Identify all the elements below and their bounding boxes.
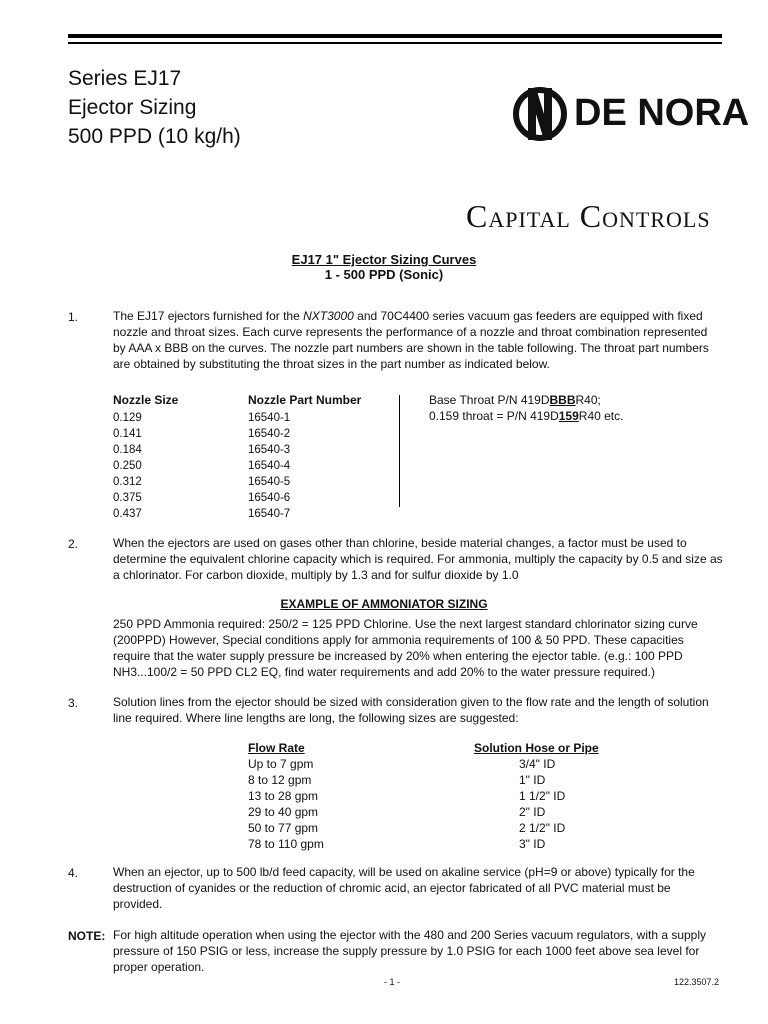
table-cell: 3" ID (519, 837, 546, 851)
example-heading (0, 597, 768, 611)
flow-rate-column (248, 740, 324, 852)
solution-hose-column (474, 740, 599, 852)
table-cell: 16540-2 (248, 428, 291, 440)
nozzle-part-header: Nozzle Part Number (248, 393, 362, 407)
throat-placeholder: BBB (549, 393, 576, 407)
table-cell: Up to 7 gpm (248, 757, 314, 771)
item-1-text-a: The EJ17 ejectors furnished for the (113, 309, 304, 323)
table-cell: 78 to 110 gpm (248, 837, 324, 851)
capital-controls-wordmark: Capital Controls (466, 198, 711, 234)
nozzle-size-column (113, 392, 178, 522)
brand-name: DE NORA (574, 92, 750, 134)
throat-text: R40 etc. (578, 409, 624, 423)
table-cell: 1 1/2" ID (519, 789, 566, 803)
title-line-capacity: 500 PPD (10 kg/h) (68, 125, 241, 148)
table-cell: 3/4" ID (519, 757, 556, 771)
title-line-series: Series EJ17 (68, 67, 182, 90)
throat-note (429, 392, 623, 424)
table-cell: 16540-3 (248, 444, 291, 456)
throat-note-line-1 (429, 392, 623, 408)
item-2-text: When the ejectors are used on gases other than chlorine, beside material changes, a factor must be used to determine the equivalent chlorine capacity which is required. For ammonia, multiply the capacity by 0.5 and size as a chlorinator. For carbon dioxide, multiply by 1.3 and for sulfur dioxide by 1.0 (113, 536, 723, 582)
de-nora-logo-icon (510, 84, 570, 144)
table-cell: 2" ID (519, 805, 546, 819)
document-number: 122.3507.2 (674, 977, 720, 987)
table-cell: 0.129 (113, 412, 142, 424)
table-cell: 0.250 (113, 460, 142, 472)
item-3-text: Solution lines from the ejector should be sized with consideration given to the flow rate and the length of solution line required. Where line lengths are long, the following sizes are suggested: (113, 695, 709, 725)
table-cell: 8 to 12 gpm (248, 773, 312, 787)
table-cell: 13 to 28 gpm (248, 789, 319, 803)
flow-rate-header: Flow Rate (248, 741, 305, 755)
table-cell: 16540-4 (248, 460, 291, 472)
throat-text: Base Throat P/N 419D (429, 393, 550, 407)
table-cell: 16540-1 (248, 412, 291, 424)
top-rule-thin (68, 42, 722, 44)
throat-note-line-2 (429, 408, 623, 424)
table-cell: 0.141 (113, 428, 142, 440)
table-cell: 29 to 40 gpm (248, 805, 319, 819)
table-divider (399, 395, 400, 507)
throat-example: 159 (558, 409, 579, 423)
section-heading (0, 252, 768, 282)
solution-hose-header: Solution Hose or Pipe (474, 741, 599, 755)
title-line-ejector-sizing: Ejector Sizing (68, 96, 197, 119)
table-cell: 16540-6 (248, 492, 291, 504)
throat-text: 0.159 throat = P/N 419D (429, 409, 559, 423)
item-1-text-b: and 70C4400 series vacuum gas feeders are equipped with fixed nozzle and throat sizes. Each curve represents the performance of a nozzle and throat combination represented by AAA x BBB on the curves. The nozzle part numbers are shown in the table following. The throat part numbers are obtained by substituting the throat sizes in the part number as indicated below. (113, 309, 709, 371)
item-1-text (113, 308, 723, 372)
item-4-text: When an ejector, up to 500 lb/d feed capacity, will be used on akaline service (pH=9 or above) typically for the destruction of cyanides or the reduction of chromic acid, an ejector fabricated of all PVC material must be provided. (113, 865, 695, 911)
item-4-number: 4. (68, 866, 79, 880)
item-1-product-name: NXT3000 (303, 309, 354, 323)
example-text: 250 PPD Ammonia required: 250/2 = 125 PPD Chlorine. Use the next largest standard chlorinator sizing curve (200PPD) However, Special conditions apply for ammonia requirements of 100 & 50 PPD. These capacities require that the water supply pressure be increased by 20% when entering the ejector table. (e.g.: 100 PPD NH3...100/2 = 50 PPD CL2 EQ, find water requirements and add 20% to the water pressure required.) (113, 617, 698, 679)
heading-line-1: EJ17 1" Ejector Sizing Curves (291, 252, 477, 267)
page-number: - 1 - (384, 977, 401, 987)
table-cell: 16540-7 (248, 508, 291, 520)
item-1-number: 1. (68, 310, 79, 324)
table-cell: 0.437 (113, 508, 142, 520)
table-cell: 1" ID (519, 773, 546, 787)
item-2-number: 2. (68, 537, 79, 551)
example-heading-text: EXAMPLE OF AMMONIATOR SIZING (280, 597, 488, 611)
item-3-number: 3. (68, 696, 79, 710)
nozzle-size-header: Nozzle Size (113, 393, 179, 407)
document-title (68, 64, 241, 151)
table-cell: 0.312 (113, 476, 142, 488)
throat-text: R40; (575, 393, 601, 407)
nozzle-part-column (248, 392, 361, 522)
table-cell: 50 to 77 gpm (248, 821, 319, 835)
note-label: NOTE: (68, 929, 106, 943)
table-cell: 2 1/2" ID (519, 821, 566, 835)
top-rule-thick (68, 34, 722, 38)
table-cell: 16540-5 (248, 476, 291, 488)
heading-line-2: 1 - 500 PPD (Sonic) (324, 267, 444, 282)
table-cell: 0.184 (113, 444, 142, 456)
table-cell: 0.375 (113, 492, 142, 504)
note-text: For high altitude operation when using the ejector with the 480 and 200 Series vacuum regulators, with a supply pressure of 150 PSIG or less, increase the supply pressure by 1.0 PSIG for each 1000 feet above sea level for proper operation. (113, 928, 707, 974)
